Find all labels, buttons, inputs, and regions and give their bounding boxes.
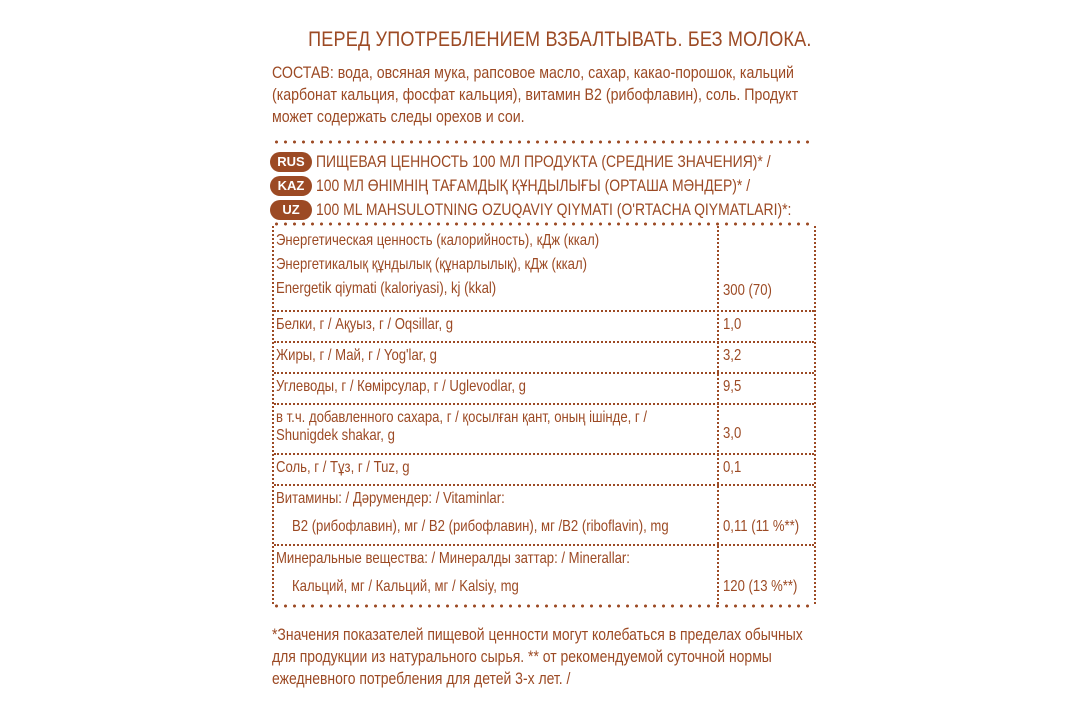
minerals-header: Минеральные вещества: / Минералды заттар: / Minerallar:	[276, 550, 630, 567]
energy-label-kaz: Энергетикалық құндылық (құнарлылық), кДж (ккал)	[276, 256, 587, 273]
table-bottom-border	[272, 604, 814, 608]
fat-label: Жиры, г / Май, г / Yog'lar, g	[276, 347, 437, 364]
vitamin-b2-label: В2 (рибофлавин), мг / В2 (рибофлавин), мг /В2 (riboflavin), mg	[292, 518, 669, 535]
salt-label: Соль, г / Тұз, г / Tuz, g	[276, 459, 410, 476]
energy-value: 300 (70)	[723, 282, 772, 299]
nutrition-heading-uz: 100 ML MAHSULOTNING OZUQAVIY QIYMATI (O'RTACHA QIYMATLARI)*:	[316, 200, 792, 219]
sugar-value: 3,0	[723, 425, 742, 442]
energy-label-rus: Энергетическая ценность (калорийность), кДж (ккал)	[276, 232, 600, 249]
energy-label-uz: Energetik qiymati (kaloriyasi), kj (kkal)	[276, 280, 497, 297]
table-row-vitamins	[274, 484, 814, 546]
protein-value: 1,0	[723, 316, 742, 333]
nutrition-label	[270, 0, 815, 720]
sugar-label-line2: Shunigdek shakar, g	[276, 427, 395, 444]
kaz-badge: KAZ	[270, 176, 312, 196]
language-row-uz	[270, 198, 896, 222]
dotted-divider	[272, 140, 814, 144]
carbs-label: Углеводы, г / Көмірсулар, г / Uglevodlar, g	[276, 378, 526, 395]
calcium-value: 120 (13 %**)	[723, 578, 798, 595]
language-row-kaz	[270, 174, 845, 198]
table-row-salt	[274, 453, 814, 486]
shake-instruction-heading: ПЕРЕД УПОТРЕБЛЕНИЕМ ВЗБАЛТЫВАТЬ. БЕЗ МОЛОКА.	[308, 28, 812, 51]
fat-value: 3,2	[723, 347, 742, 364]
table-row-protein	[274, 310, 814, 343]
table-row-minerals	[274, 544, 814, 606]
table-row-energy	[274, 226, 814, 310]
carbs-value: 9,5	[723, 378, 742, 395]
rus-badge: RUS	[270, 152, 312, 172]
uz-badge: UZ	[270, 200, 312, 220]
protein-label: Белки, г / Ақуыз, г / Oqsillar, g	[276, 316, 454, 333]
nutrition-heading-rus: ПИЩЕВАЯ ЦЕННОСТЬ 100 МЛ ПРОДУКТА (СРЕДНИЕ ЗНАЧЕНИЯ)* /	[316, 152, 771, 171]
sugar-label-line1: в т.ч. добавленного сахара, г / қосылған қант, оның ішінде, г /	[276, 409, 647, 426]
table-row-carbs	[274, 372, 814, 405]
salt-value: 0,1	[723, 459, 742, 476]
language-row-rus	[270, 150, 870, 174]
footnote-text: *Значения показателей пищевой ценности могут колебаться в пределах обычных для продукции из натурального сырья. ** от рекомендуемой суточной нормы ежедневного потребления для детей 3-х лет. /	[272, 626, 803, 688]
nutrition-heading-kaz: 100 МЛ ӨНІМНІҢ ТАҒАМДЫҚ ҚҰНДЫЛЫҒЫ (ОРТАША МӘНДЕР)* /	[316, 176, 751, 195]
table-row-sugar	[274, 403, 814, 455]
vitamins-header: Витамины: / Дәрумендер: / Vitaminlar:	[276, 490, 505, 507]
calcium-label: Кальций, мг / Кальций, мг / Kalsiy, mg	[292, 578, 519, 595]
ingredients-text: СОСТАВ: вода, овсяная мука, рапсовое масло, сахар, какао-порошок, кальций (карбонат кальция, фосфат кальция), витамин В2 (рибофлавин), соль. Продукт может содержать следы орехов и сои.	[272, 64, 799, 126]
vitamin-b2-value: 0,11 (11 %**)	[723, 518, 800, 535]
nutrition-table	[272, 226, 816, 604]
table-row-fat	[274, 341, 814, 374]
